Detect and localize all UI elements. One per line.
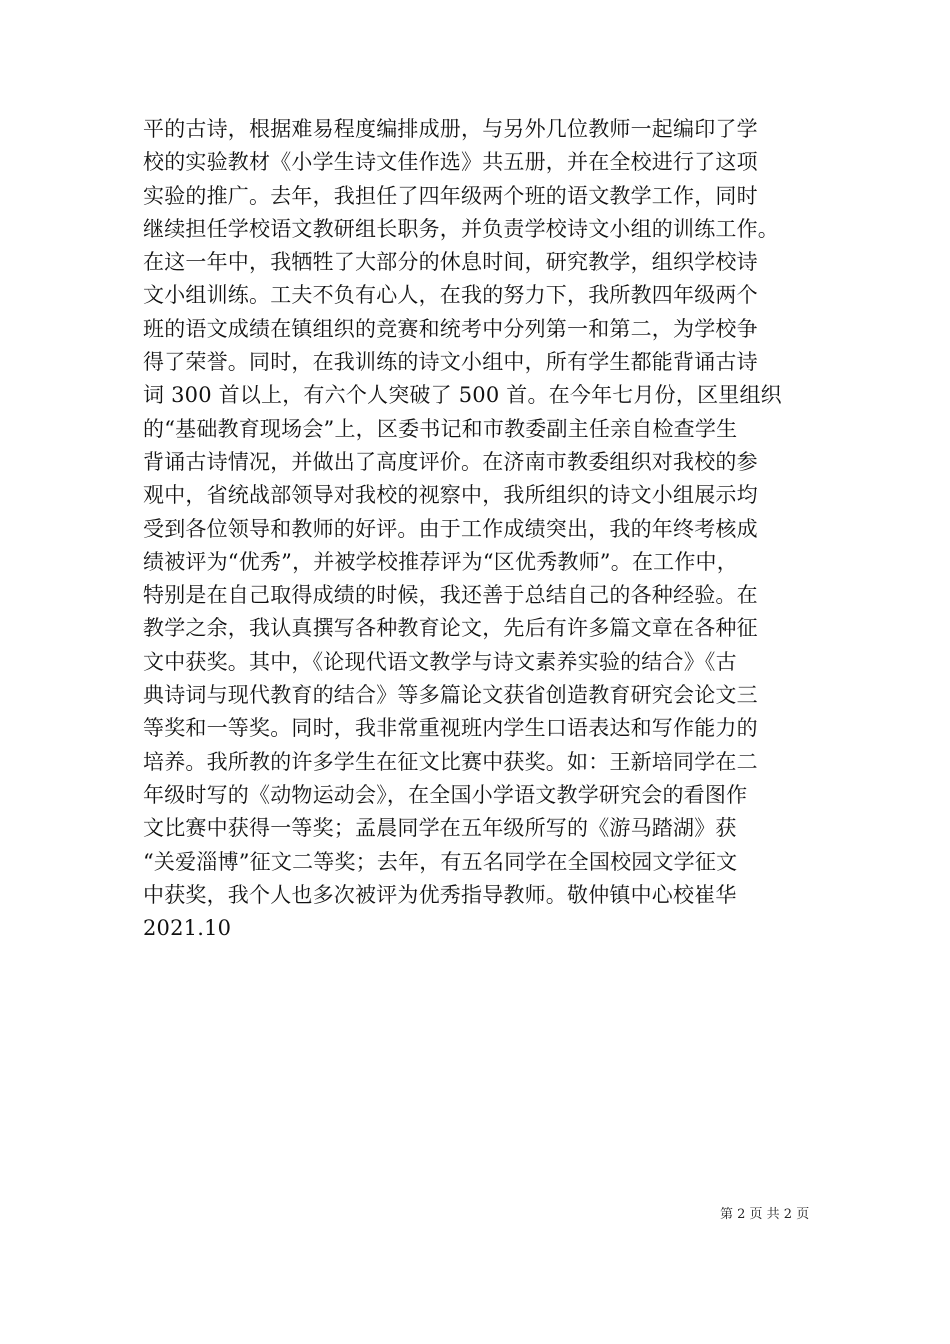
text-line-3: 实验的推广。去年，我担任了四年级两个班的语文教学工作，同时 xyxy=(143,183,758,208)
text-line-12: 观中，省统战部领导对我校的视察中，我所组织的诗文小组展示均 xyxy=(143,483,758,508)
text-line-10: 的“基础教育现场会”上，区委书记和市教委副主任亲自检查学生 xyxy=(143,416,738,441)
text-line-13: 受到各位领导和教师的好评。由于工作成绩突出，我的年终考核成 xyxy=(143,516,758,541)
text-line-18: 典诗词与现代教育的结合》等多篇论文获省创造教育研究会论文三 xyxy=(143,683,758,708)
text-line-14: 绩被评为“优秀”，并被学校推荐评为“区优秀教师”。在工作中， xyxy=(143,549,738,574)
page-number-footer: 第 2 页 共 2 页 xyxy=(720,1207,810,1222)
text-line-2: 校的实验教材《小学生诗文佳作选》共五册，并在全校进行了这项 xyxy=(143,150,758,175)
text-line-6: 文小组训练。工夫不负有心人，在我的努力下，我所教四年级两个 xyxy=(143,283,758,308)
text-line-16: 教学之余，我认真撰写各种教育论文，先后有许多篇文章在各种征 xyxy=(143,616,758,641)
text-line-21: 年级时写的《动物运动会》，在全国小学语文教学研究会的看图作 xyxy=(143,782,748,807)
text-line-23: “关爱淄博”征文二等奖；去年，有五名同学在全国校园文学征文 xyxy=(143,849,738,874)
text-line-19: 等奖和一等奖。同时，我非常重视班内学生口语表达和写作能力的 xyxy=(143,716,758,741)
text-line-22: 文比赛中获得一等奖；孟晨同学在五年级所写的《游马踏湖》获 xyxy=(143,816,737,841)
text-line-11: 背诵古诗情况，并做出了高度评价。在济南市教委组织对我校的参 xyxy=(143,449,758,474)
text-line-8: 得了荣誉。同时，在我训练的诗文小组中，所有学生都能背诵古诗 xyxy=(143,350,758,375)
document-body xyxy=(143,113,833,945)
date-line: 2021.10 xyxy=(143,916,232,941)
text-line-4: 继续担任学校语文教研组长职务，并负责学校诗文小组的训练工作。 xyxy=(143,216,779,241)
text-line-15: 特别是在自己取得成绩的时候，我还善于总结自己的各种经验。在 xyxy=(143,583,758,608)
text-line-9: 词 300 首以上，有六个人突破了 500 首。在今年七月份，区里组织 xyxy=(143,383,782,408)
text-line-17: 文中获奖。其中，《论现代语文教学与诗文素养实验的结合》《古 xyxy=(143,649,737,674)
text-line-20: 培养。我所教的许多学生在征文比赛中获奖。如：王新培同学在二 xyxy=(143,749,758,774)
text-line-5: 在这一年中，我牺牲了大部分的休息时间，研究教学，组织学校诗 xyxy=(143,250,758,275)
text-line-1: 平的古诗，根据难易程度编排成册，与另外几位教师一起编印了学 xyxy=(143,117,758,141)
text-line-7: 班的语文成绩在镇组织的竞赛和统考中分列第一和第二，为学校争 xyxy=(143,316,758,341)
text-line-24: 中获奖，我个人也多次被评为优秀指导教师。敬仲镇中心校崔华 xyxy=(143,882,737,907)
